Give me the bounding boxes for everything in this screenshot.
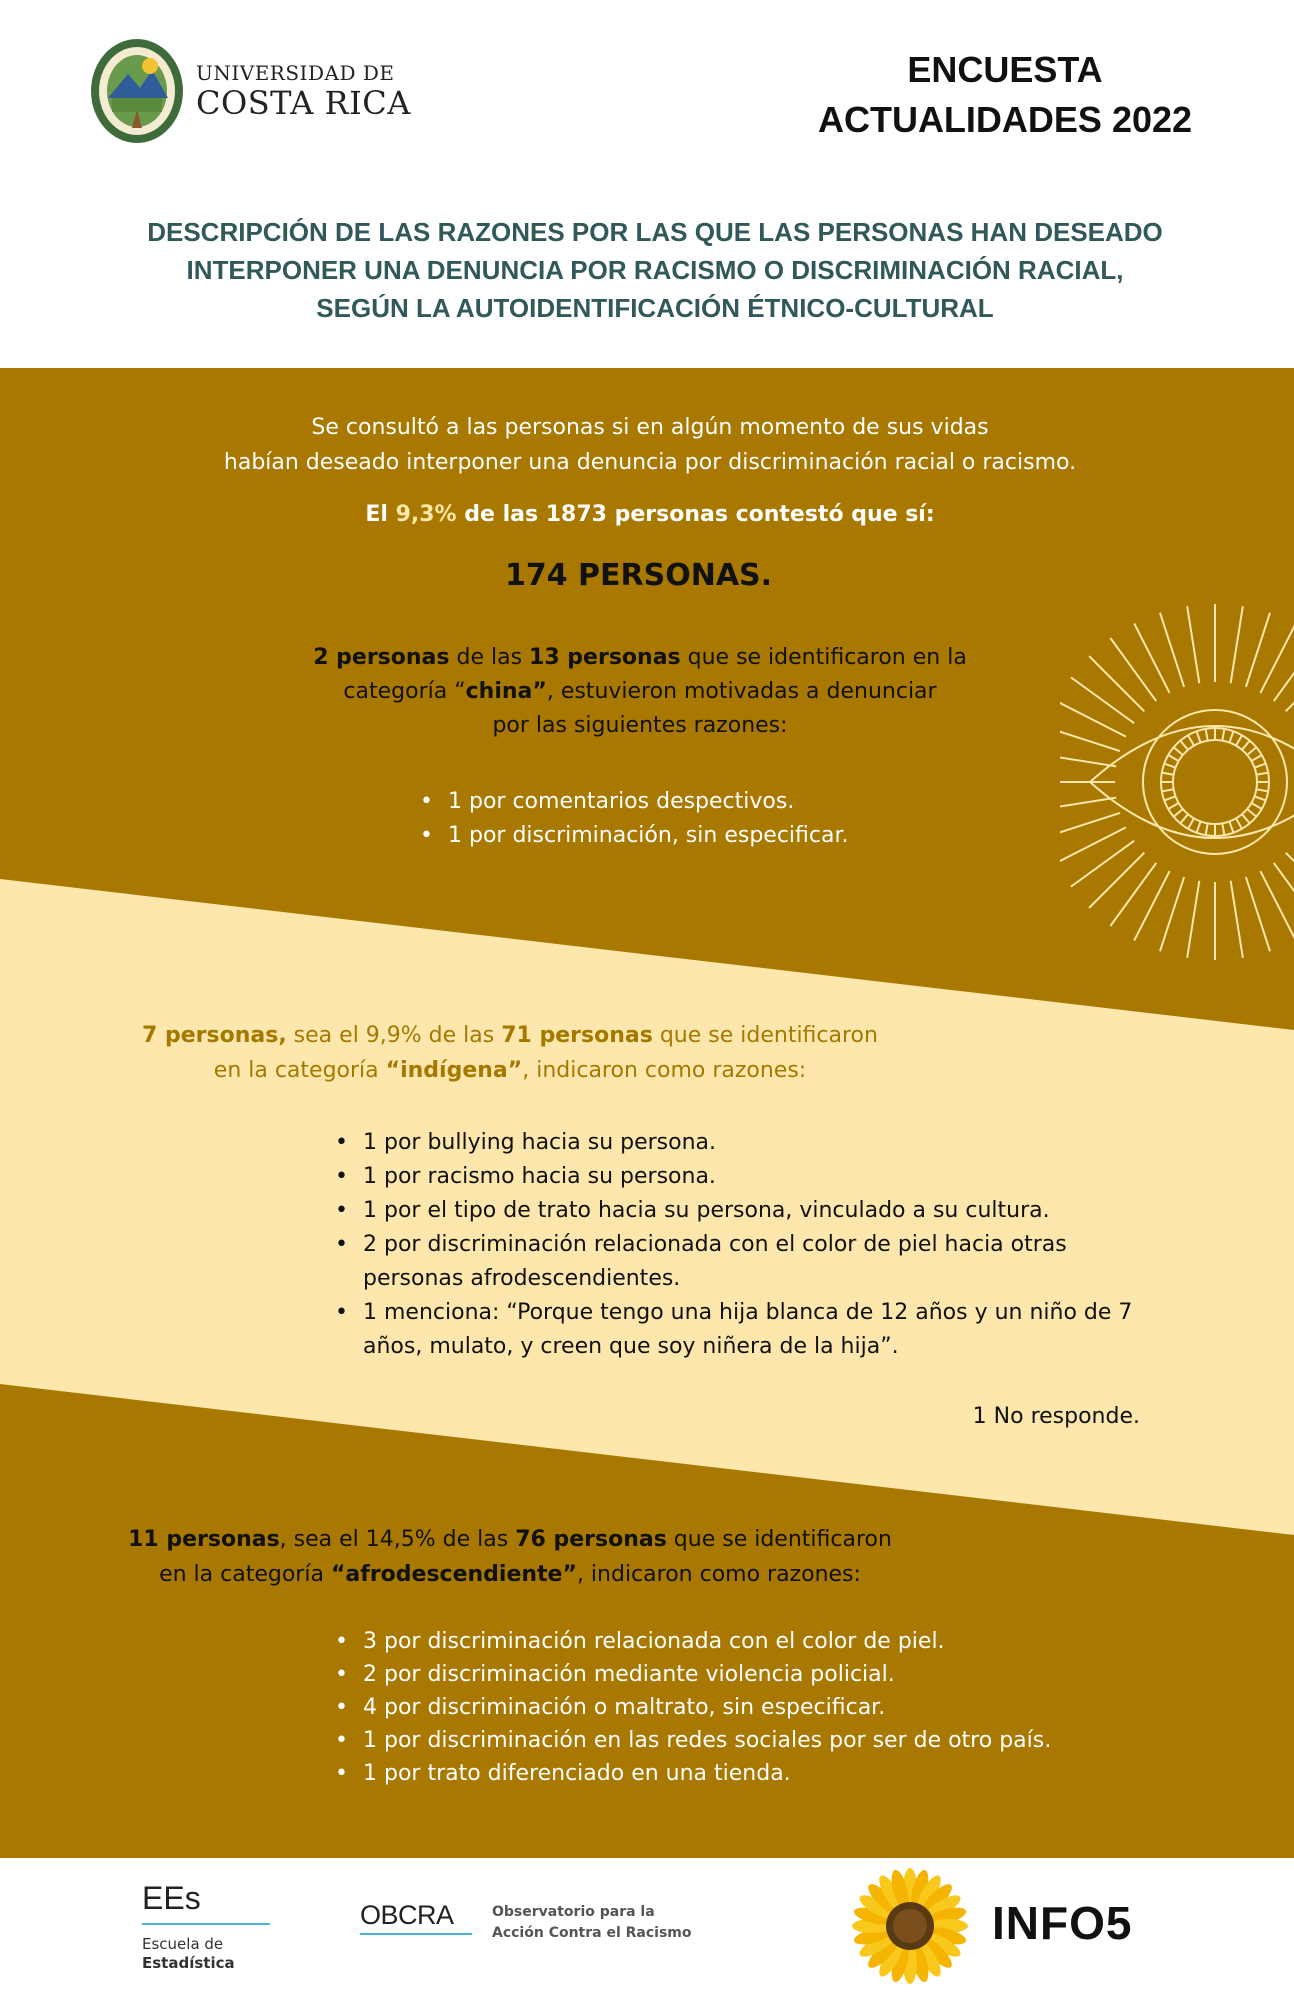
iris-ray [1242, 741, 1250, 750]
obcra-description-line1: Observatorio para la [492, 1904, 655, 1920]
afro-category: “afrodescendiente” [330, 1562, 577, 1587]
ees-subtitle-line1: Escuela de [142, 1935, 224, 1953]
iris-ray [1206, 823, 1208, 835]
list-item-text: 4 por discriminación o maltrato, sin especificar. [363, 1695, 886, 1720]
iris-ray [1197, 821, 1201, 832]
iris-ray [1256, 773, 1268, 775]
iris-ray [1229, 821, 1233, 832]
list-item-text: 1 menciona: “Porque tengo una hija blanca de 12 años y un niño de 7 años, mulato, y creen que soy niñera de la hija”. [363, 1300, 1133, 1359]
iris-ray [1242, 814, 1250, 823]
bullet-icon: • [335, 1662, 348, 1687]
ucr-logo [88, 36, 411, 146]
iris-ray [1247, 809, 1256, 817]
bullet-icon: • [335, 1761, 348, 1786]
eye-ray [1089, 853, 1144, 908]
china-group-total: 13 personas [529, 645, 681, 670]
stat-line [150, 502, 1150, 527]
afro-text-3: en la categoría [159, 1562, 331, 1587]
list-item-text: 2 por discriminación relacionada con el color de piel hacia otras personas afrodescendientes. [363, 1232, 1067, 1291]
eye-ray [1231, 881, 1243, 958]
indigena-intro-line1 [120, 1018, 900, 1053]
obcra-divider [360, 1933, 472, 1935]
obcra-mark [360, 1900, 472, 1935]
china-category: china” [465, 679, 547, 704]
iris-ray [1236, 818, 1242, 828]
page-title-line2: INTERPONER UNA DENUNCIA POR RACISMO O DISCRIMINACIÓN RACIAL, [186, 255, 1124, 285]
list-item [330, 1625, 1150, 1658]
iris-ray [1174, 809, 1183, 817]
eye-ray [1160, 877, 1184, 951]
ees-divider [142, 1923, 270, 1925]
survey-title-line1: ENCUESTA [907, 49, 1103, 90]
header [0, 0, 1294, 370]
ees-subtitle [142, 1935, 272, 1973]
indigena-group-total: 71 personas [501, 1023, 653, 1048]
china-intro-line1 [270, 641, 1010, 675]
stat-prefix: El [365, 502, 396, 527]
china-reasons-list [415, 785, 848, 853]
iris-ray [1222, 823, 1224, 835]
list-item [330, 1757, 1150, 1790]
eye-ray [1060, 813, 1120, 837]
iris-ray [1251, 803, 1261, 809]
eye-ray [1110, 638, 1156, 701]
eye-ray [1260, 623, 1294, 692]
indigena-intro-line2 [120, 1053, 900, 1088]
list-item-text: 1 por el tipo de trato hacia su persona, vinculado a su cultura. [363, 1198, 1050, 1223]
eye-ray [1089, 656, 1144, 711]
survey-title-line2: ACTUALIDADES 2022 [817, 99, 1193, 140]
bullet-icon: • [335, 1164, 348, 1189]
iris-ray [1162, 773, 1174, 775]
iris-ray [1197, 731, 1201, 742]
iris-ray [1180, 814, 1188, 823]
afro-text-4: , indicaron como razones: [576, 1562, 861, 1587]
eye-ray [1060, 798, 1116, 810]
china-text-2: que se identificaron en la [680, 645, 967, 670]
china-count: 2 personas [313, 645, 450, 670]
iris-ray [1174, 747, 1183, 755]
intro-line1: Se consultó a las personas si en algún momento de sus vidas [311, 415, 989, 440]
list-item-text: 1 por discriminación, sin especificar. [448, 823, 849, 848]
ees-subtitle-line2: Estadística [142, 1954, 235, 1972]
eye-ray [1160, 613, 1184, 687]
indigena-text-3: en la categoría [213, 1058, 386, 1083]
afro-reasons-list [330, 1625, 1150, 1790]
indigena-text-4: , indicaron como razones: [522, 1058, 807, 1083]
obcra-description-line2: Acción Contra el Racismo [492, 1925, 692, 1941]
total-count: 174 PERSONAS. [504, 558, 773, 593]
eye-ray [1134, 623, 1169, 692]
page-title-line1: DESCRIPCIÓN DE LAS RAZONES POR LAS QUE LAS PERSONAS HAN DESEADO [147, 217, 1163, 247]
bullet-icon: • [335, 1198, 348, 1223]
bullet-icon: • [335, 1232, 348, 1257]
list-item-text: 2 por discriminación mediante violencia policial. [363, 1662, 895, 1687]
iris-ray [1180, 741, 1188, 750]
bullet-icon: • [335, 1130, 348, 1155]
indigena-reasons-list [330, 1126, 1150, 1364]
list-item [330, 1228, 1150, 1296]
survey-title [790, 45, 1220, 145]
sunflower-icon [850, 1866, 970, 1986]
intro-line2: habían deseado interponer una denuncia por discriminación racial o racismo. [223, 450, 1077, 475]
iris-ray [1168, 755, 1178, 761]
stat-percentage: 9,3% [395, 502, 457, 527]
list-item [415, 819, 848, 853]
afro-intro [120, 1522, 900, 1592]
eye-ray [1246, 877, 1270, 951]
page-title-line3: SEGÚN LA AUTOIDENTIFICACIÓN ÉTNICO-CULTURAL [316, 293, 994, 323]
eye-icon [1060, 600, 1294, 980]
eye-ray [1231, 606, 1243, 683]
ees-logo [142, 1880, 272, 1973]
iris-ray [1222, 729, 1224, 741]
iris-ray [1251, 755, 1261, 761]
list-item [330, 1724, 1150, 1757]
eye-ray [1071, 841, 1134, 887]
eye-ray [1110, 863, 1156, 926]
china-intro [270, 641, 1010, 743]
china-text-1: de las [449, 645, 530, 670]
iris-ray [1254, 764, 1265, 768]
iris-ray [1164, 796, 1175, 800]
list-item [330, 1194, 1150, 1228]
iris-ray [1247, 747, 1256, 755]
bullet-icon: • [335, 1629, 348, 1654]
iris-ray [1162, 789, 1174, 791]
stat-suffix: de las 1873 personas contestó que sí: [456, 502, 935, 527]
obcra-logo-text: OBCRA [360, 1900, 454, 1930]
iris-ray [1188, 818, 1194, 828]
list-item-text: 1 por discriminación en las redes sociales por ser de otro país. [363, 1728, 1052, 1753]
bullet-icon: • [420, 789, 433, 814]
eye-ray [1260, 871, 1294, 940]
indigena-no-response: 1 No responde. [972, 1404, 1140, 1429]
obcra-description [492, 1902, 692, 1944]
indigena-text-1: sea el 9,9% de las [286, 1023, 502, 1048]
iris-ray [1256, 789, 1268, 791]
iris-ray [1188, 735, 1194, 745]
eye-ray [1060, 701, 1126, 736]
obcra-logo [360, 1900, 692, 1944]
indigena-text-2: que se identificaron [652, 1023, 878, 1048]
bullet-icon: • [335, 1728, 348, 1753]
eye-ray [1246, 613, 1270, 687]
iris-ray [1229, 731, 1233, 742]
bullet-icon: • [335, 1300, 348, 1325]
afro-count: 11 personas [128, 1527, 280, 1552]
list-item [330, 1160, 1150, 1194]
indigena-intro [120, 1018, 900, 1088]
ucr-name-line1: UNIVERSIDAD DE [196, 61, 395, 85]
china-text-3: categoría “ [343, 679, 466, 704]
china-text-4: , estuvieron motivadas a denunciar [546, 679, 937, 704]
iris-ray [1168, 803, 1178, 809]
eye-ray [1060, 727, 1120, 751]
afro-intro-line1 [120, 1522, 900, 1557]
list-item-text: 3 por discriminación relacionada con el color de piel. [363, 1629, 945, 1654]
ees-logo-text: EEs [142, 1880, 201, 1916]
list-item [330, 1296, 1150, 1364]
china-intro-line3: por las siguientes razones: [492, 713, 788, 738]
iris-ray [1236, 735, 1242, 745]
list-item-text: 1 por trato diferenciado en una tienda. [363, 1761, 791, 1786]
afro-intro-line2 [120, 1557, 900, 1592]
ucr-seal-icon [88, 36, 186, 146]
bullet-icon: • [335, 1695, 348, 1720]
list-item-text: 1 por racismo hacia su persona. [363, 1164, 716, 1189]
list-item-text: 1 por bullying hacia su persona. [363, 1130, 717, 1155]
afro-text-1: , sea el 14,5% de las [279, 1527, 516, 1552]
eye-ray [1060, 827, 1126, 862]
iris-ray [1164, 764, 1175, 768]
list-item [415, 785, 848, 819]
list-item [330, 1658, 1150, 1691]
list-item-text: 1 por comentarios despectivos. [448, 789, 795, 814]
iris-ray [1254, 796, 1265, 800]
indigena-category: “indígena” [385, 1058, 523, 1083]
list-item [330, 1691, 1150, 1724]
ucr-name [196, 61, 411, 122]
indigena-count: 7 personas, [142, 1023, 287, 1048]
iris-ray [1206, 729, 1208, 741]
page-title [100, 213, 1210, 327]
afro-group-total: 76 personas [515, 1527, 667, 1552]
list-item [330, 1126, 1150, 1160]
bullet-icon: • [420, 823, 433, 848]
eye-ray [1187, 606, 1199, 683]
ucr-name-line2: COSTA RICA [196, 84, 411, 122]
eye-ray [1071, 677, 1134, 723]
intro-text [150, 410, 1150, 480]
afro-text-2: que se identificaron [666, 1527, 892, 1552]
eye-ray [1134, 871, 1169, 940]
info5-label: INFO5 [992, 1897, 1133, 1949]
eye-ray [1060, 754, 1116, 766]
eye-ray [1187, 881, 1199, 958]
china-intro-line2 [270, 675, 1010, 709]
